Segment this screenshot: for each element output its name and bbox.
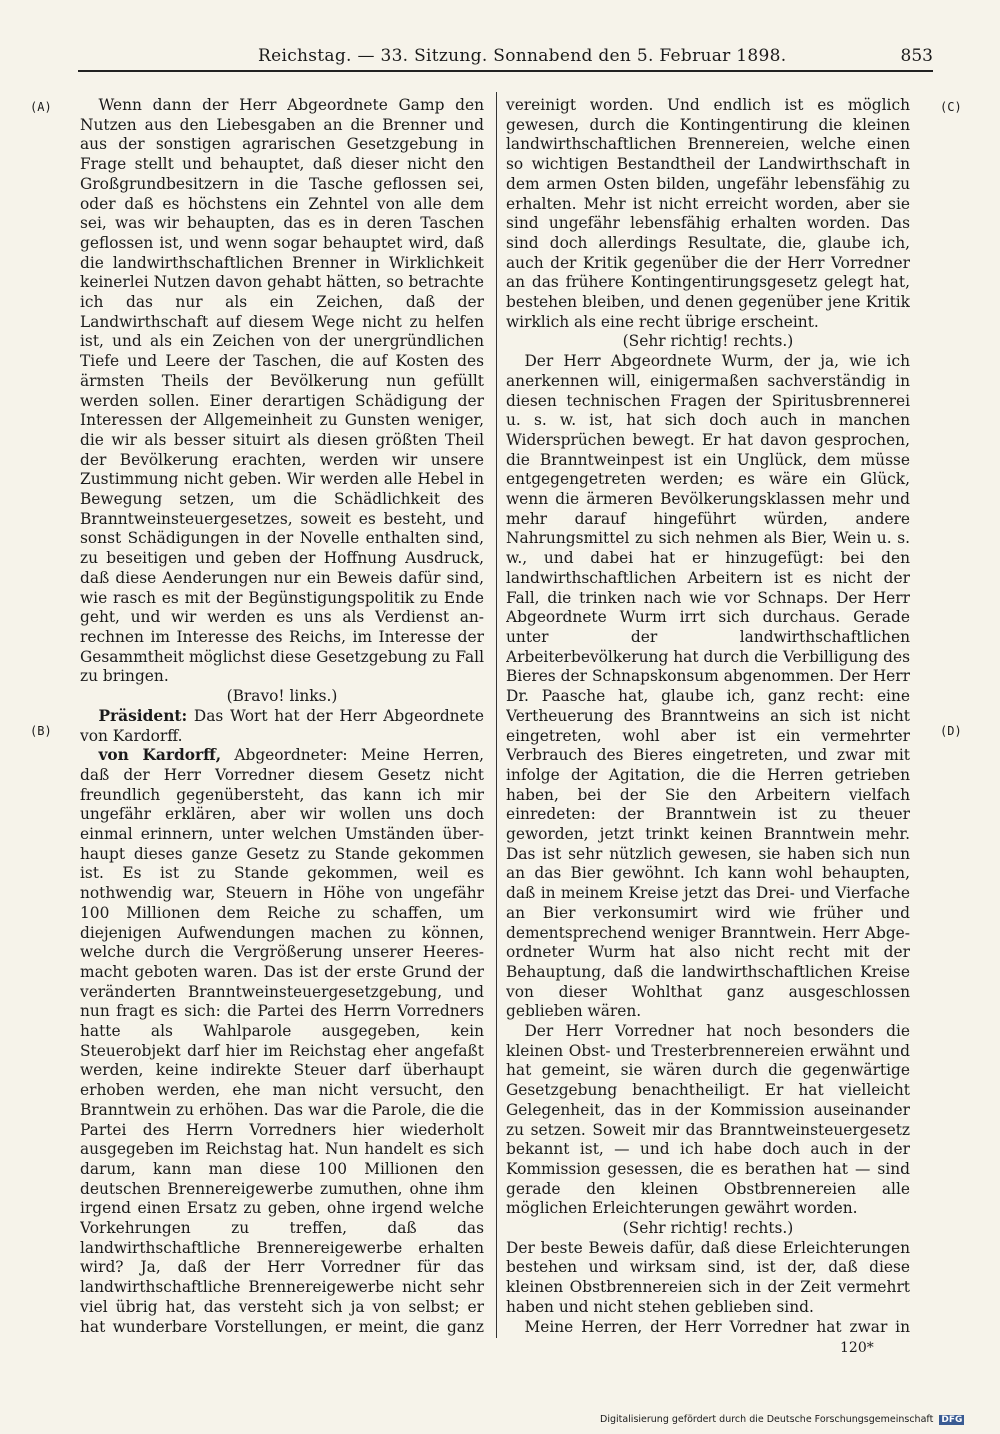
margin-marker-b: (B) — [30, 724, 52, 738]
paragraph: Der beste Beweis dafür, daß diese Erleichterungen bestehen und wirksam sind, ist der, daß diese kleinen Obstbrennereien sich in der Zeit vermehrt haben und nicht stehen geblieben sind. — [506, 1238, 910, 1316]
left-column — [80, 96, 484, 1336]
footer — [600, 1414, 995, 1430]
interjection: (Bravo! links.) — [226, 687, 338, 706]
paragraph — [80, 707, 484, 746]
page-number: 853 — [900, 46, 933, 66]
paragraph-text: Das Wort hat der Herr Abgeordnete von Kardorff. — [80, 706, 484, 745]
paragraph: Der Herr Abgeordnete Wurm, der ja, wie ich anerkennen will, einigermaßen sachverständig in diesen technischen Fragen der Spiritusbrennerei u. s. w. ist, hat sich doch auch in manchen Widersprüchen bewegt. Er hat davon gesprochen, die Branntweinpest ist ein Unglück, dem müsse entgegengetreten werden; es wäre ein Glück, wenn die ärmeren Bevölkerungsklassen mehr und mehr darauf hingeführt würden, andere Nahrungsmittel zu sich nehmen als Bier, Wein u. s. w., und dabei hat er hinzugefügt: bei den landwirthschaftlichen Arbeitern ist es nicht der Fall, die trinken nach wie vor Schnaps. Der Herr Abgeordnete Wurm irrt sich durchaus. Gerade unter der landwirthschaftlichen Arbeiterbevölkerung hat durch die Verbilligung des Bieres der Schnapskonsum abgenommen. Der Herr Dr. Paasche hat, glaube ich, ganz recht: eine Vertheuerung des Branntweins an sich ist nicht eingetreten, wohl aber ist ein vermehrter Verbrauch des Bieres eingetreten, und zwar mit infolge der Agitation, die die Herren getrieben haben, bei der Sie den Arbeitern vielfach einredeten: der Branntwein ist zu theuer geworden, jetzt trinkt keinen Branntwein mehr. Das ist sehr nützlich gewesen, sie haben sich nun an das Bier gewöhnt. Ich kann wohl behaupten, daß in meinem Kreise jetzt das Drei- und Vierfache an Bier verkonsumirt wird wie früher und dementsprechend weniger Branntwein. Herr Abgeordneter Wurm hat also nicht recht mit der Behauptung, daß die landwirthschaftlichen Kreise von dieser Wohlthat ganz ausgeschlossen geblieben wären. — [506, 352, 910, 1021]
margin-marker-a: (A) — [30, 100, 52, 114]
footer-text: Digitalisierung gefördert durch die Deutsche Forschungsgemeinschaft — [600, 1414, 934, 1425]
interjection: (Sehr richtig! rechts.) — [622, 332, 794, 351]
margin-marker-c: (C) — [940, 100, 962, 114]
page-header — [78, 44, 933, 72]
running-title: Reichstag. — 33. Sitzung. Sonnabend den 5. Februar 1898. — [258, 46, 787, 66]
column-divider — [496, 92, 497, 1338]
paragraph: Wenn dann der Herr Abgeordnete Gamp den Nutzen aus den Liebesgaben an die Brenner und aus der sonstigen agrarischen Gesetzgebung in Frage stellt und behauptet, daß dieser nicht den Großgrundbesitzern in die Tasche geflossen sei, oder daß es höchstens ein Zehntel von alle dem sei, was wir behaupten, das es in deren Taschen geflossen ist, und wenn sogar behauptet wird, daß die landwirthschaftlichen Brenner in Wirklichkeit keinerlei Nutzen davon gehabt hätten, so betrachte ich das nur als ein Zeichen, daß der Landwirthschaft auf diesem Wege nicht zu helfen ist, und als ein Zeichen von der unergründlichen Tiefe und Leere der Taschen, die auf Kosten des ärmsten Theils der Bevölkerung nun gefüllt werden sollen. Einer derartigen Schädigung der Interessen der Allgemeinheit zu Gunsten weniger, die wir als besser situirt als diesen größten Theil der Bevölkerung erachten, werden wir unsere Zustimmung nicht geben. Wir werden alle Hebel in Bewegung setzen, um die Schädlichkeit des Branntweinsteuergesetzes, soweit es besteht, und sonst Schädigungen in der Novelle enthalten sind, zu beseitigen und geben der Hoffnung Ausdruck, daß diese Aenderungen nur ein Beweis dafür sind, wie rasch es mit der Begünstigungspolitik zu Ende geht, und wir werden es uns als Verdienst anrechnen im Interesse des Reichs, im Interesse der Gesammtheit möglichst diese Gesetzgebung zu Fall zu bringen. — [80, 96, 484, 686]
paragraph: vereinigt worden. Und endlich ist es möglich gewesen, durch die Kontingentirung die kleinen landwirthschaftlichen Brennereien, welche einen so wichtigen Bestandtheil der Landwirthschaft in dem armen Osten bilden, ungefähr lebensfähig zu erhalten. Mehr ist nicht erreicht worden, aber sie sind ungefähr lebensfähig erhalten worden. Das sind doch allerdings Resultate, die, glaube ich, auch der Kritik gegenüber die der Herr Vorredner an das frühere Kontingentirungsgesetz gelegt hat, bestehen bleiben, und denen gegenüber jene Kritik wirklich als eine recht übrige erscheint. — [506, 96, 910, 331]
paragraph-text: Abgeordneter: Meine Herren, daß der Herr Vorredner diesem Gesetz nicht freundlich gegenübersteht, das kann ich mir ungefähr erklären, aber wir wollen uns doch einmal erinnern, unter welchen Umständen überhaupt dieses ganze Gesetz zu Stande gekommen ist. Es ist zu Stande gekommen, weil es nothwendig war, Steuern in Höhe von ungefähr 100 Millionen dem Reiche zu schaffen, um diejenigen Aufwendungen machen zu können, welche durch die Vergrößerung unserer Heeresmacht geboten waren. Das ist der erste Grund der veränderten Branntweinsteuergesetzgebung, und nun fragt es sich: die Partei des Herrn Vorredners hatte als Wahlparole ausgegeben, kein Steuerobjekt darf hier im Reichstag eher angefaßt werden, keine indirekte Steuer darf überhaupt erhoben werden, ehe man nicht versucht, den Branntwein zu erhöhen. Das war die Parole, die die Partei des Herrn Vorredners hier wiederholt ausgegeben im Reichstag hat. Nun handelt es sich darum, kann man diese 100 Millionen den deutschen Brennereigewerbe zumuthen, ohne ihm irgend einen Ersatz zu geben, ohne irgend welche Vorkehrungen zu treffen, daß das landwirthschaftliche Brennereigewerbe erhalten wird? Ja, daß der Herr Vorredner für das landwirthschaftliche Brennereigewerbe nicht sehr viel übrig hat, das versteht sich ja von selbst; er hat wunderbare Vorstellungen, er meint, die ganz — [80, 746, 484, 1336]
paragraph — [80, 746, 484, 1336]
speaker-name: von Kardorff, — [98, 746, 222, 765]
signature-mark: 120* — [840, 1340, 874, 1356]
interjection: (Sehr richtig! rechts.) — [622, 1219, 794, 1238]
margin-marker-d: (D) — [940, 724, 962, 738]
speaker-name: Präsident: — [98, 706, 188, 725]
right-column — [506, 96, 910, 1336]
paragraph: Der Herr Vorredner hat noch besonders die kleinen Obst- und Tresterbrennereien erwähnt und hat gemeint, sie wären durch die gegenwärtige Gesetzgebung benachtheiligt. Er hat vielleicht Gelegenheit, das in der Kommission auseinander zu setzen. Soweit mir das Branntweinsteuergesetz bekannt ist, — und ich habe doch auch in der Kommission gesessen, die es berathen hat — sind gerade den kleinen Obstbrennereien alle möglichen Erleichterungen gewährt worden. — [506, 1022, 910, 1218]
dfg-logo: DFG — [941, 1415, 963, 1425]
paragraph: Meine Herren, der Herr Vorredner hat zwar in — [524, 1317, 910, 1336]
